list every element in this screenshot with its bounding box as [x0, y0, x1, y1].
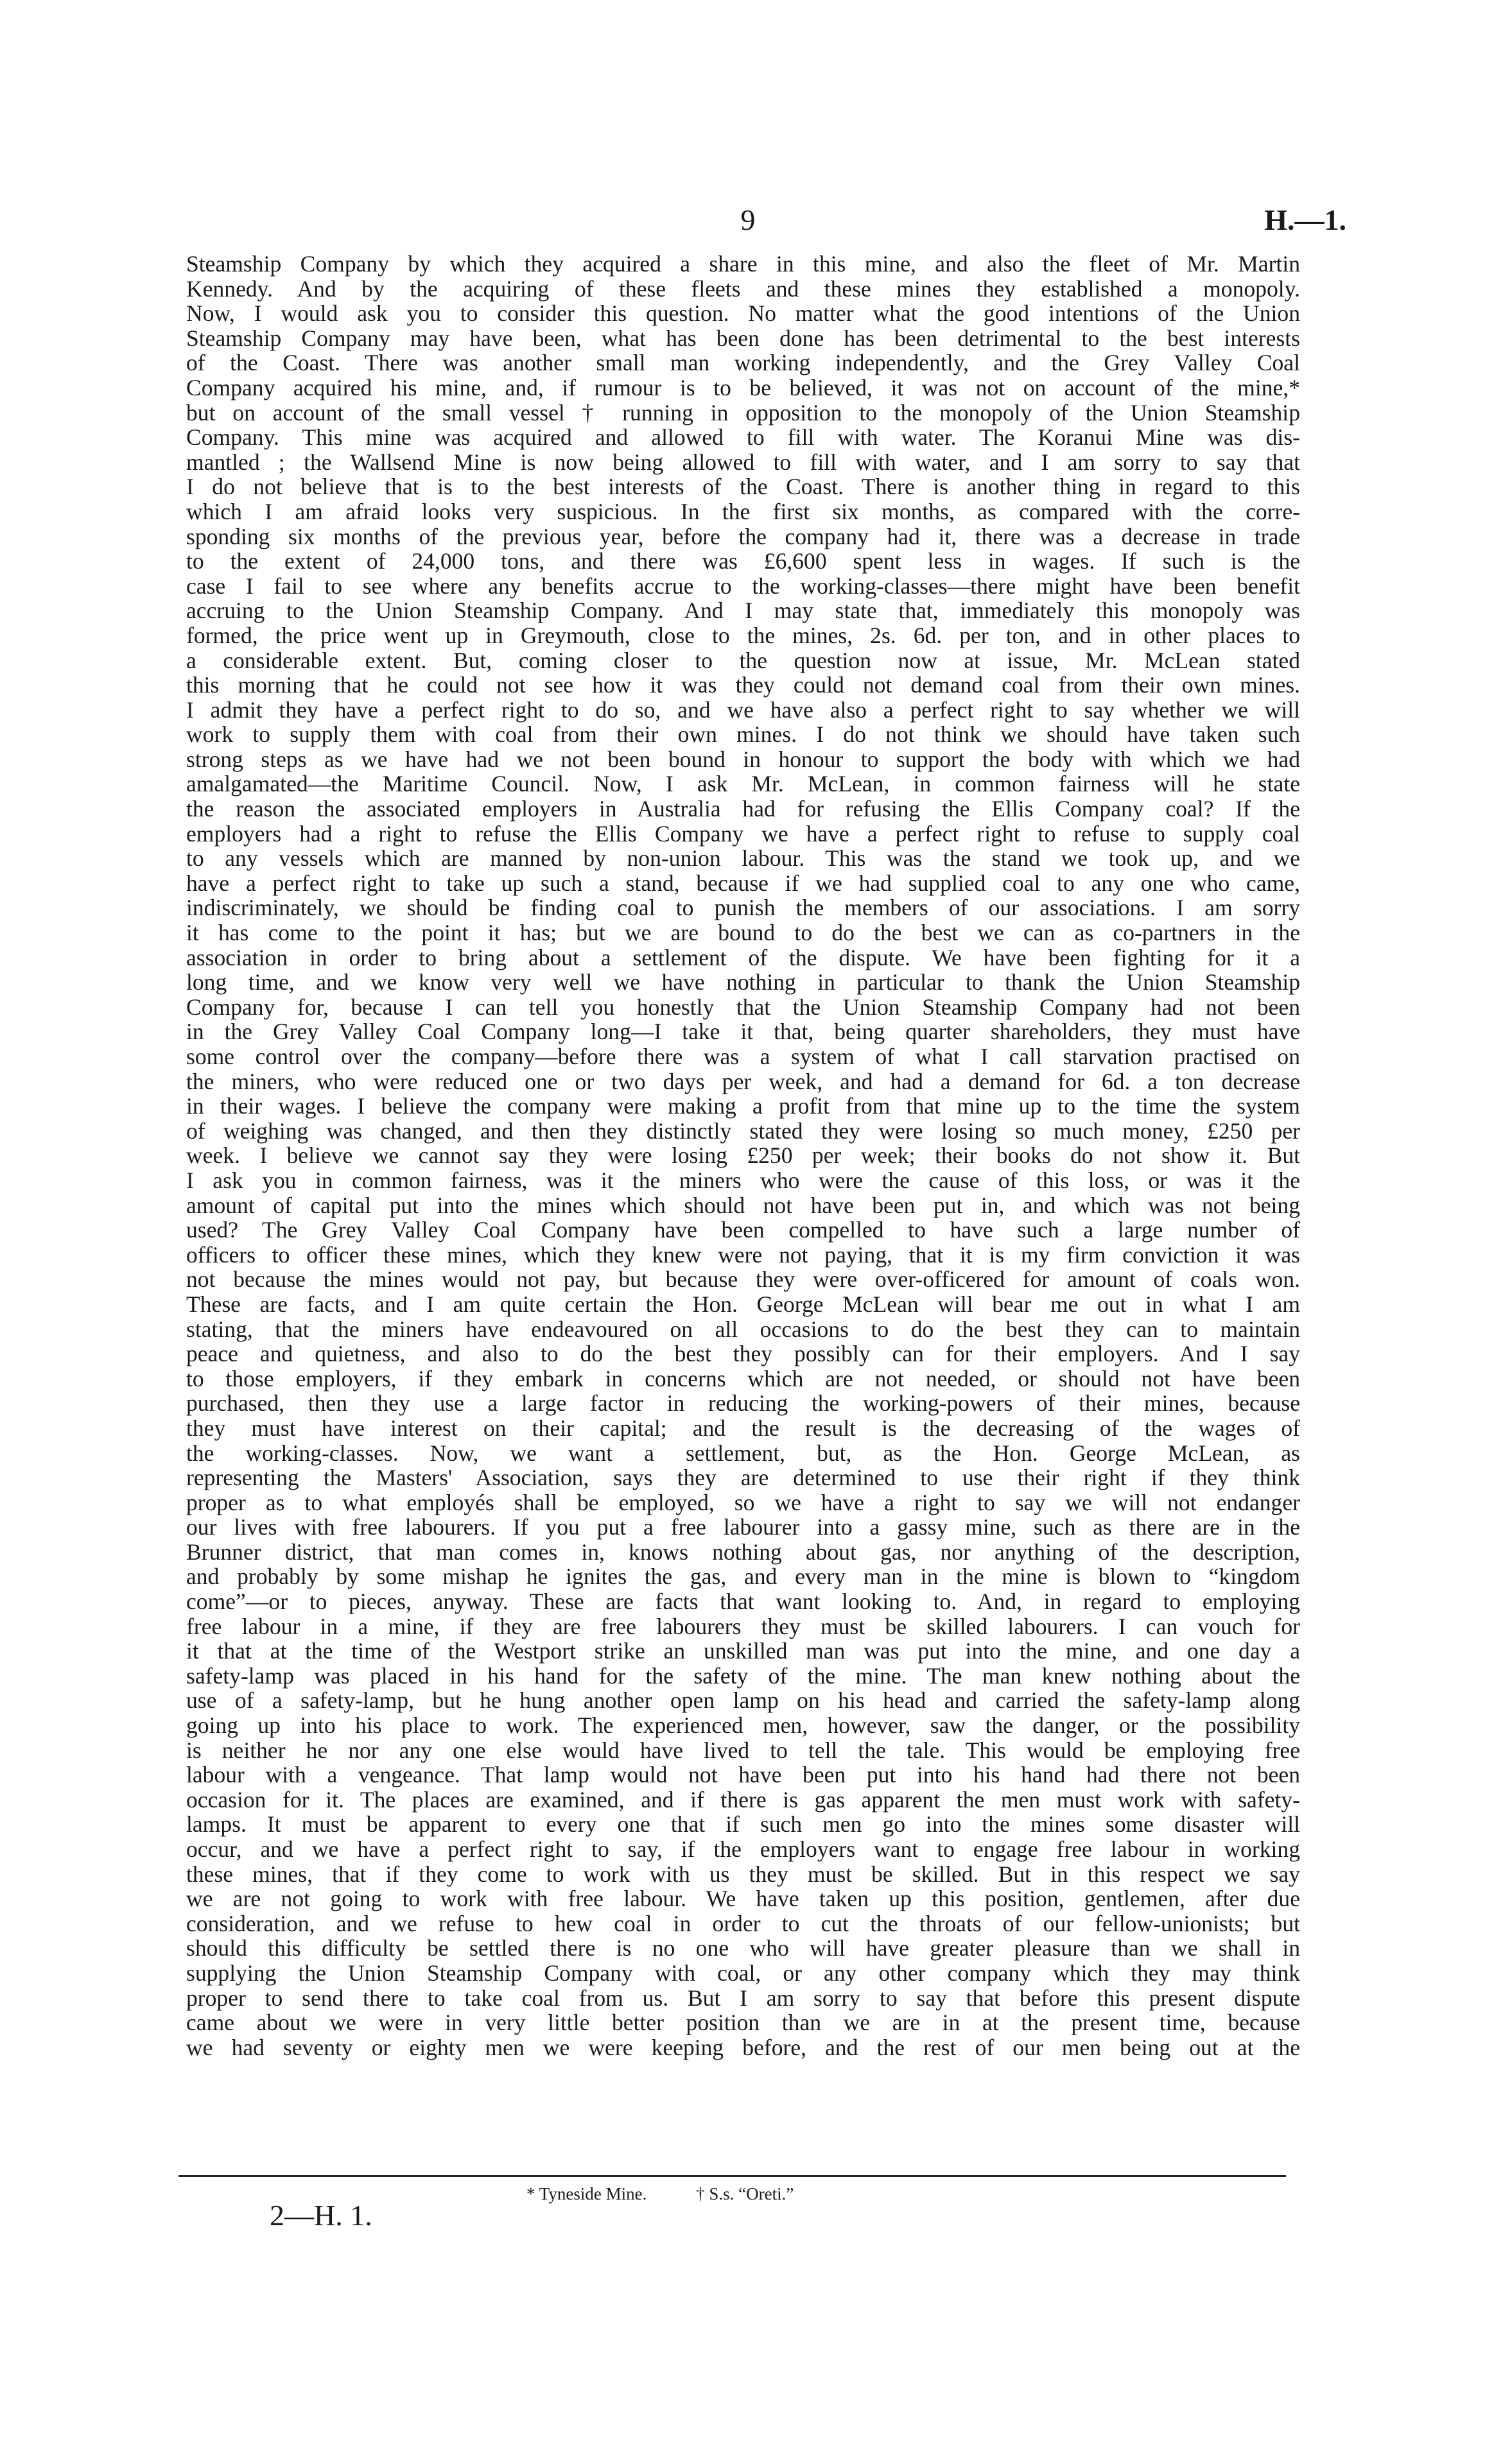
body-line: These are facts, and I am quite certain the Hon. George McLean will bear me out in what I am: [186, 1291, 1300, 1317]
body-line: lamps. It must be apparent to every one that if such men go into the mines some disaster will: [186, 1811, 1300, 1838]
body-line: come”—or to pieces, anyway. These are facts that want looking to. And, in regard to employing: [186, 1589, 1300, 1615]
body-line: occur, and we have a perfect right to say, if the employers want to engage free labour in working: [186, 1836, 1300, 1862]
body-line: consideration, and we refuse to hew coal in order to cut the throats of our fellow-unionists; but: [186, 1910, 1300, 1936]
body-line: proper as to what employés shall be employed, so we have a right to say we will not endanger: [186, 1489, 1300, 1515]
body-line: of the Coast. There was another small man working independently, and the Grey Valley Coal: [186, 350, 1300, 376]
body-line: it has come to the point it has; but we are bound to do the best we can as co-partners in the: [186, 920, 1300, 946]
body-line: a considerable extent. But, coming closer to the question now at issue, Mr. McLean stated: [186, 647, 1300, 673]
body-line: employers had a right to refuse the Ellis Company we have a perfect right to refuse to supply coal: [186, 820, 1300, 847]
body-line: to the extent of 24,000 tons, and there was £6,600 spent less in wages. If such is the: [186, 548, 1300, 574]
body-line: indiscriminately, we should be finding coal to punish the members of our associations. I am sorry: [186, 895, 1300, 921]
body-line: amount of capital put into the mines which should not have been put in, and which was not being: [186, 1192, 1300, 1218]
body-line: mantled ; the Wallsend Mine is now being allowed to fill with water, and I am sorry to say that: [186, 449, 1300, 475]
footnote-divider: [178, 2175, 1286, 2177]
body-line: I do not believe that is to the best interests of the Coast. There is another thing in regard to this: [186, 474, 1300, 500]
body-line: peace and quietness, and also to do the best they possibly can for their employers. And I say: [186, 1341, 1300, 1367]
footnote-tyneside-mine: * Tyneside Mine.: [526, 2184, 647, 2203]
body-line: accruing to the Union Steamship Company. And I may state that, immediately this monopoly was: [186, 598, 1300, 624]
body-line: Company acquired his mine, and, if rumour is to be believed, it was not on account of the mine,*: [186, 374, 1300, 401]
body-line: I admit they have a perfect right to do so, and we have also a perfect right to say whether we will: [186, 696, 1300, 723]
body-line: occasion for it. The places are examined, and if there is gas apparent the men must work with safety-: [186, 1786, 1300, 1813]
body-line: long time, and we know very well we have nothing in particular to thank the Union Steamship: [186, 969, 1300, 995]
document-reference: H.—1.: [1264, 203, 1346, 236]
body-line: the miners, who were reduced one or two days per week, and had a demand for 6d. a ton decrease: [186, 1068, 1300, 1094]
body-line: the reason the associated employers in Australia had for refusing the Ellis Company coal? If the: [186, 796, 1300, 822]
body-line: and probably by some mishap he ignites the gas, and every man in the mine is blown to “kingdom: [186, 1564, 1300, 1590]
body-line: free labour in a mine, if they are free labourers they must be skilled labourers. I can vouch for: [186, 1613, 1300, 1639]
body-line: these mines, that if they come to work with us they must be skilled. But in this respect we say: [186, 1861, 1300, 1887]
body-line: in the Grey Valley Coal Company long—I take it that, being quarter shareholders, they must have: [186, 1019, 1300, 1045]
body-line: I ask you in common fairness, was it the miners who were the cause of this loss, or was it the: [186, 1167, 1300, 1193]
body-line: Company. This mine was acquired and allowed to fill with water. The Koranui Mine was dis-: [186, 424, 1300, 451]
body-line: formed, the price went up in Greymouth, close to the mines, 2s. 6d. per ton, and in other places to: [186, 622, 1300, 648]
body-line: is neither he nor any one else would have lived to tell the tale. This would be employing free: [186, 1737, 1300, 1763]
body-line: should this difficulty be settled there is no one who will have greater pleasure than we shall in: [186, 1935, 1300, 1961]
body-line: but on account of the small vessel † running in opposition to the monopoly of the Union Steamship: [186, 399, 1300, 426]
body-line: the working-classes. Now, we want a settlement, but, as the Hon. George McLean, as: [186, 1440, 1300, 1466]
body-line: Kennedy. And by the acquiring of these fleets and these mines they established a monopoly.: [186, 275, 1300, 302]
body-line: supplying the Union Steamship Company with coal, or any other company which they may think: [186, 1960, 1300, 1986]
body-text: [186, 252, 1300, 2060]
body-line: we are not going to work with free labour. We have taken up this position, gentlemen, after due: [186, 1886, 1300, 1912]
body-line: our lives with free labourers. If you put a free labourer into a gassy mine, such as there are in the: [186, 1514, 1300, 1540]
body-line: sponding six months of the previous year, before the company had it, there was a decrease in trade: [186, 523, 1300, 549]
body-line: purchased, then they use a large factor in reducing the working-powers of their mines, because: [186, 1390, 1300, 1417]
body-line: week. I believe we cannot say they were losing £250 per week; their books do not show it. But: [186, 1142, 1300, 1169]
page-number: 9: [740, 203, 756, 236]
body-line: association in order to bring about a settlement of the dispute. We have been fighting for it a: [186, 944, 1300, 970]
body-line: have a perfect right to take up such a stand, because if we had supplied coal to any one who came,: [186, 870, 1300, 896]
body-line: in their wages. I believe the company were making a profit from that mine up to the time the system: [186, 1093, 1300, 1119]
body-line: stating, that the miners have endeavoured on all occasions to do the best they can to maintain: [186, 1316, 1300, 1342]
body-line: not because the mines would not pay, but because they were over-officered for amount of coals won.: [186, 1266, 1300, 1293]
body-line: came about we were in very little better position than we are in at the present time, because: [186, 2010, 1300, 2036]
body-line: going up into his place to work. The experienced men, however, saw the danger, or the possibility: [186, 1712, 1300, 1739]
body-line: used? The Grey Valley Coal Company have been compelled to have such a large number of: [186, 1217, 1300, 1243]
footnote-oreti-vessel: † S.s. “Oreti.”: [696, 2184, 794, 2203]
body-line: proper to send there to take coal from us. But I am sorry to say that before this present dispute: [186, 1985, 1300, 2011]
body-line: work to supply them with coal from their own mines. I do not think we should have taken such: [186, 721, 1300, 748]
body-line: we had seventy or eighty men we were keeping before, and the rest of our men being out at the: [186, 2034, 1300, 2060]
body-line: to any vessels which are manned by non-union labour. This was the stand we took up, and we: [186, 845, 1300, 872]
body-line: they must have interest on their capital; and the result is the decreasing of the wages of: [186, 1415, 1300, 1441]
body-line: representing the Masters' Association, says they are determined to use their right if they think: [186, 1465, 1300, 1491]
body-line: labour with a vengeance. That lamp would not have been put into his hand had there not been: [186, 1762, 1300, 1788]
body-line: this morning that he could not see how it was they could not demand coal from their own mines.: [186, 672, 1300, 698]
body-line: safety-lamp was placed in his hand for the safety of the mine. The man knew nothing about the: [186, 1662, 1300, 1689]
body-line: Now, I would ask you to consider this question. No matter what the good intentions of the Union: [186, 300, 1300, 327]
body-line: which I am afraid looks very suspicious. In the first six months, as compared with the corre-: [186, 498, 1300, 524]
sheet-signature: 2—H. 1.: [270, 2199, 372, 2232]
body-line: use of a safety-lamp, but he hung another open lamp on his head and carried the safety-lamp along: [186, 1687, 1300, 1714]
body-line: Company for, because I can tell you honestly that the Union Steamship Company had not been: [186, 994, 1300, 1020]
body-line: amalgamated—the Maritime Council. Now, I ask Mr. McLean, in common fairness will he state: [186, 771, 1300, 797]
body-line: it that at the time of the Westport strike an unskilled man was put into the mine, and one day a: [186, 1638, 1300, 1664]
body-line: officers to officer these mines, which they knew were not paying, that it is my firm conviction it was: [186, 1241, 1300, 1268]
body-line: to those employers, if they embark in concerns which are not needed, or should not have been: [186, 1365, 1300, 1391]
body-line: strong steps as we have had we not been bound in honour to support the body with which we had: [186, 746, 1300, 772]
body-line: Brunner district, that man comes in, knows nothing about gas, nor anything of the description,: [186, 1538, 1300, 1565]
body-line: Steamship Company by which they acquired a share in this mine, and also the fleet of Mr. Martin: [186, 251, 1300, 277]
body-line: some control over the company—before there was a system of what I call starvation practised on: [186, 1044, 1300, 1069]
body-line: of weighing was changed, and then they distinctly stated they were losing so much money, £250 per: [186, 1117, 1300, 1144]
footnotes: [526, 2184, 794, 2204]
body-line: Steamship Company may have been, what has been done has been detrimental to the best interests: [186, 325, 1300, 351]
body-line: case I fail to see where any benefits accrue to the working-classes—there might have been benefit: [186, 573, 1300, 599]
